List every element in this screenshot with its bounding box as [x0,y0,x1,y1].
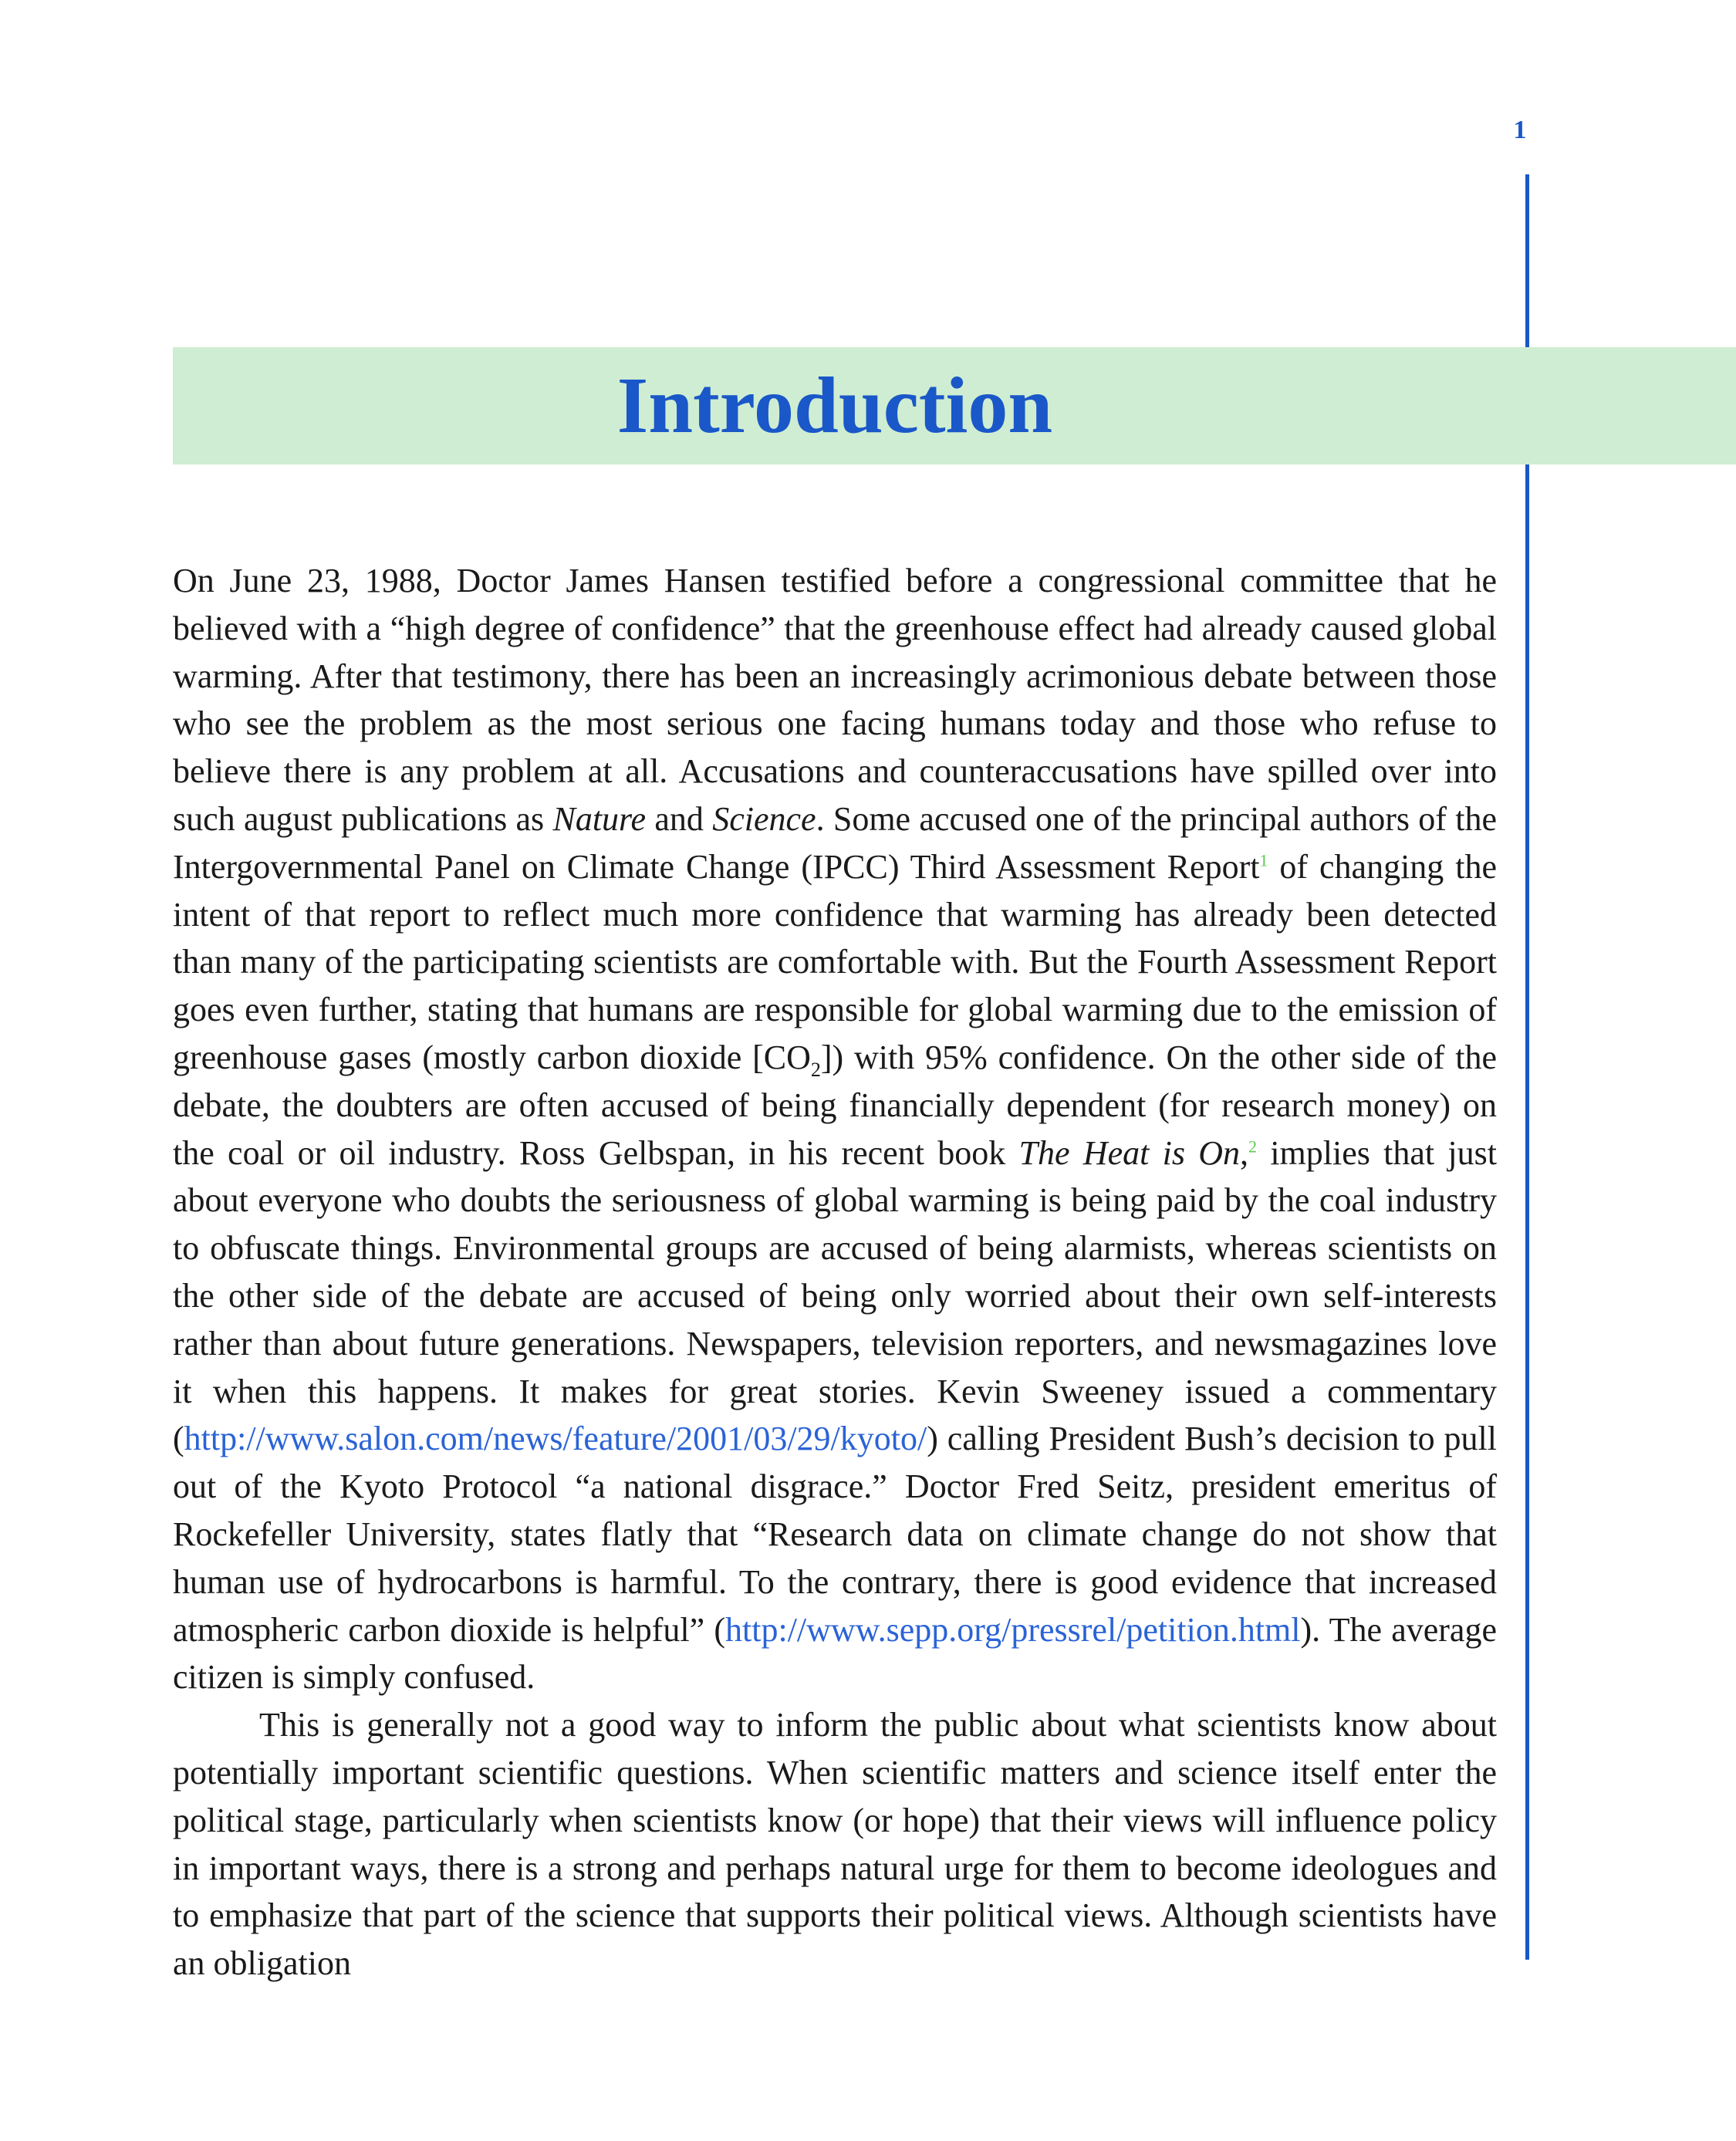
journal-nature: Nature [552,799,647,838]
margin-rule-bottom [1525,464,1529,1960]
p1-comma: , [1240,1133,1249,1172]
chapter-title: Introduction [616,361,1053,450]
journal-science: Science [712,799,816,838]
book-title: The Heat is On [1018,1133,1241,1172]
paragraph-2: This is generally not a good way to inform the public about what scientists know about potentially important scientific questions. When scientific matters and science itself enter the political stage, particularly when scientists know (or hope) that their views will influence policy in important ways, there is a strong and perhaps natural urge for them to become ideologues and to emphasize that part of the science that supports their political views. Although scientists have an obligation [173,1706,1497,1983]
footnote-ref-1[interactable]: 1 [1259,850,1268,870]
p1-text-1: On June 23, 1988, Doctor James Hansen testified before a congressional committee that he believed with a “high degree of confidence” that the greenhouse effect had already caused global warming. After that testimony, there has been an increasingly acrimonious debate between those who see the problem as the most serious one facing humans today and those who refuse to believe there is any problem at all. Accusations and counteraccusations have spilled over into such august publications as [173,562,1497,838]
p1-text-2: . Some accused one of the principal authors of the Intergovernmental Panel on Climate Change (IPCC) Third Assessment Report [173,799,1498,886]
sepp-link[interactable]: http://www.sepp.org/pressrel/petition.html [725,1610,1301,1649]
body-text [173,557,1497,1987]
page-number: 1 [1513,116,1527,144]
salon-link[interactable]: http://www.salon.com/news/feature/2001/03/29/kyoto/ [184,1420,927,1458]
margin-rule-top [1525,174,1529,347]
p1-text-4: ]) with 95% confidence. On the other side of the debate, the doubters are often accused of being financially dependent (for research money) on the coal or oil industry. Ross Gelbspan, in his recent book [173,1038,1497,1172]
p1-text-7: ). The average citizen is simply confused. [173,1610,1497,1697]
footnote-ref-2[interactable]: 2 [1248,1136,1258,1156]
p1-text-6: ) calling President Bush’s decision to pull out of the Kyoto Protocol “a national disgrace.” Doctor Fred Seitz, president emeritus of Rockefeller University, states flatly that “Research data on climate change do not show that human use of hydrocarbons is harmful. To the contrary, there is good evidence that increased atmospheric carbon dioxide is helpful” ( [173,1420,1497,1649]
p1-text-5: implies that just about everyone who doubts the seriousness of global warming is being paid by the coal industry to obfuscate things. Environmental groups are accused of being alarmists, whereas scientists on the other side of the debate are accused of being only worried about their own self-interests rather than about future generations. Newspapers, television reporters, and newsmagazines love it when this happens. It makes for great stories. Kevin Sweeney issued a commentary ( [173,1133,1497,1458]
paragraph-1 [173,557,1497,1701]
p1-text-3: of changing the intent of that report to reflect much more confidence that warming has already been detected than many of the participating scientists are comfortable with. But the Fourth Assessment Report goes even further, stating that humans are responsible for global warming due to the emission of greenhouse gases (mostly carbon dioxide [CO [173,847,1497,1076]
p1-and: and [646,799,713,838]
co2-subscript: 2 [810,1058,821,1081]
